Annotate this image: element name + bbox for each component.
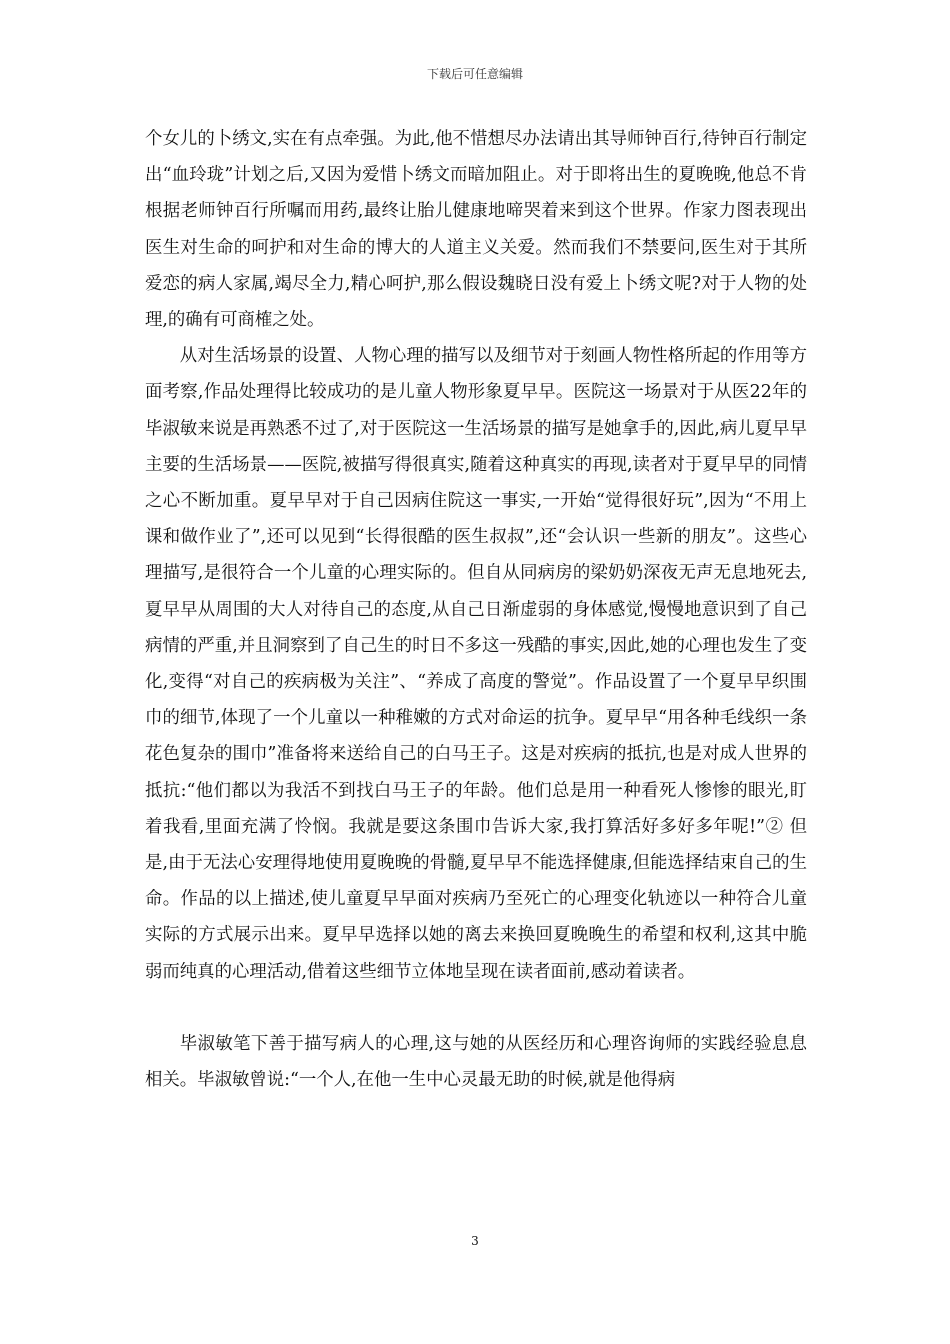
paragraph-continuation: 个女儿的卜绣文,实在有点牵强。为此,他不惜想尽办法请出其导师钟百行,待钟百行制定出“血玲珑”计划之后,又因为爱惜卜绣文而暗加阻止。对于即将出生的夏晚晚,他总不肯根据老师钟百行所嘱而用药,最终让胎儿健康地啼哭着来到这个世界。作家力图表现出医生对生命的呵护和对生命的博大的人道主义关爱。然而我们不禁要问,医生对于其所爱恋的病人家属,竭尽全力,精心呵护,那么假设魏晓日没有爱上卜绣文呢?对于人物的处理,的确有可商榷之处。 xyxy=(145,129,807,331)
paragraph-patient-psychology: 毕淑敏笔下善于描写病人的心理,这与她的从医经历和心理咨询师的实践经验息息相关。毕淑敏曾说:“一个人,在他一生中心灵最无助的时候,就是他得病 xyxy=(145,1033,807,1091)
paragraph-xiazaozao-analysis: 从对生活场景的设置、人物心理的描写以及细节对于刻画人物性格所起的作用等方面考察,作品处理得比较成功的是儿童人物形象夏早早。医院这一场景对于从医22年的毕淑敏来说是再熟悉不过了,对于医院这一生活场景的描写是她拿手的,因此,病儿夏早早主要的生活场景——医院,被描写得很真实,随着这种真实的再现,读者对于夏早早的同情之心不断加重。夏早早对于自己因病住院这一事实,一开始“觉得很好玩”,因为“不用上课和做作业了”,还可以见到“长得很酷的医生叔叔”,还“会认识一些新的朋友”。这些心理描写,是很符合一个儿童的心理实际的。但自从同病房的梁奶奶深夜无声无息地死去,夏早早从周围的大人对待自己的态度,从自己日渐虚弱的身体感觉,慢慢地意识到了自己病情的严重,并且洞察到了自己生的时日不多这一残酷的事实,因此,她的心理也发生了变化,变得“对自己的疾病极为关注”、“养成了高度的警觉”。作品设置了一个夏早早织围巾的细节,体现了一个儿童以一种稚嫩的方式对命运的抗争。夏早早“用各种毛线织一条花色复杂的围巾”准备将来送给自己的白马王子。这是对疾病的抵抗,也是对成人世界的抵抗:“他们都以为我活不到找白马王子的年龄。他们总是用一种看死人惨惨的眼光,盯着我看,里面充满了怜悯。我就是要这条围巾告诉大家,我打算活好多好多年呢!”② 但是,由于无法心安理得地使用夏晚晚的骨髓,夏早早不能选择健康,但能选择结束自己的生命。作品的以上描述,使儿童夏早早面对疾病乃至死亡的心理变化轨迹以一种符合儿童实际的方式展示出来。夏早早选择以她的离去来换回夏晚晚生的希望和权利,这其中脆弱而纯真的心理活动,借着这些细节立体地呈现在读者面前,感动着读者。 xyxy=(145,346,807,982)
page-header: 下载后可任意编辑 xyxy=(426,67,523,81)
page-number: 3 xyxy=(471,1234,479,1248)
document-body xyxy=(145,121,807,1098)
